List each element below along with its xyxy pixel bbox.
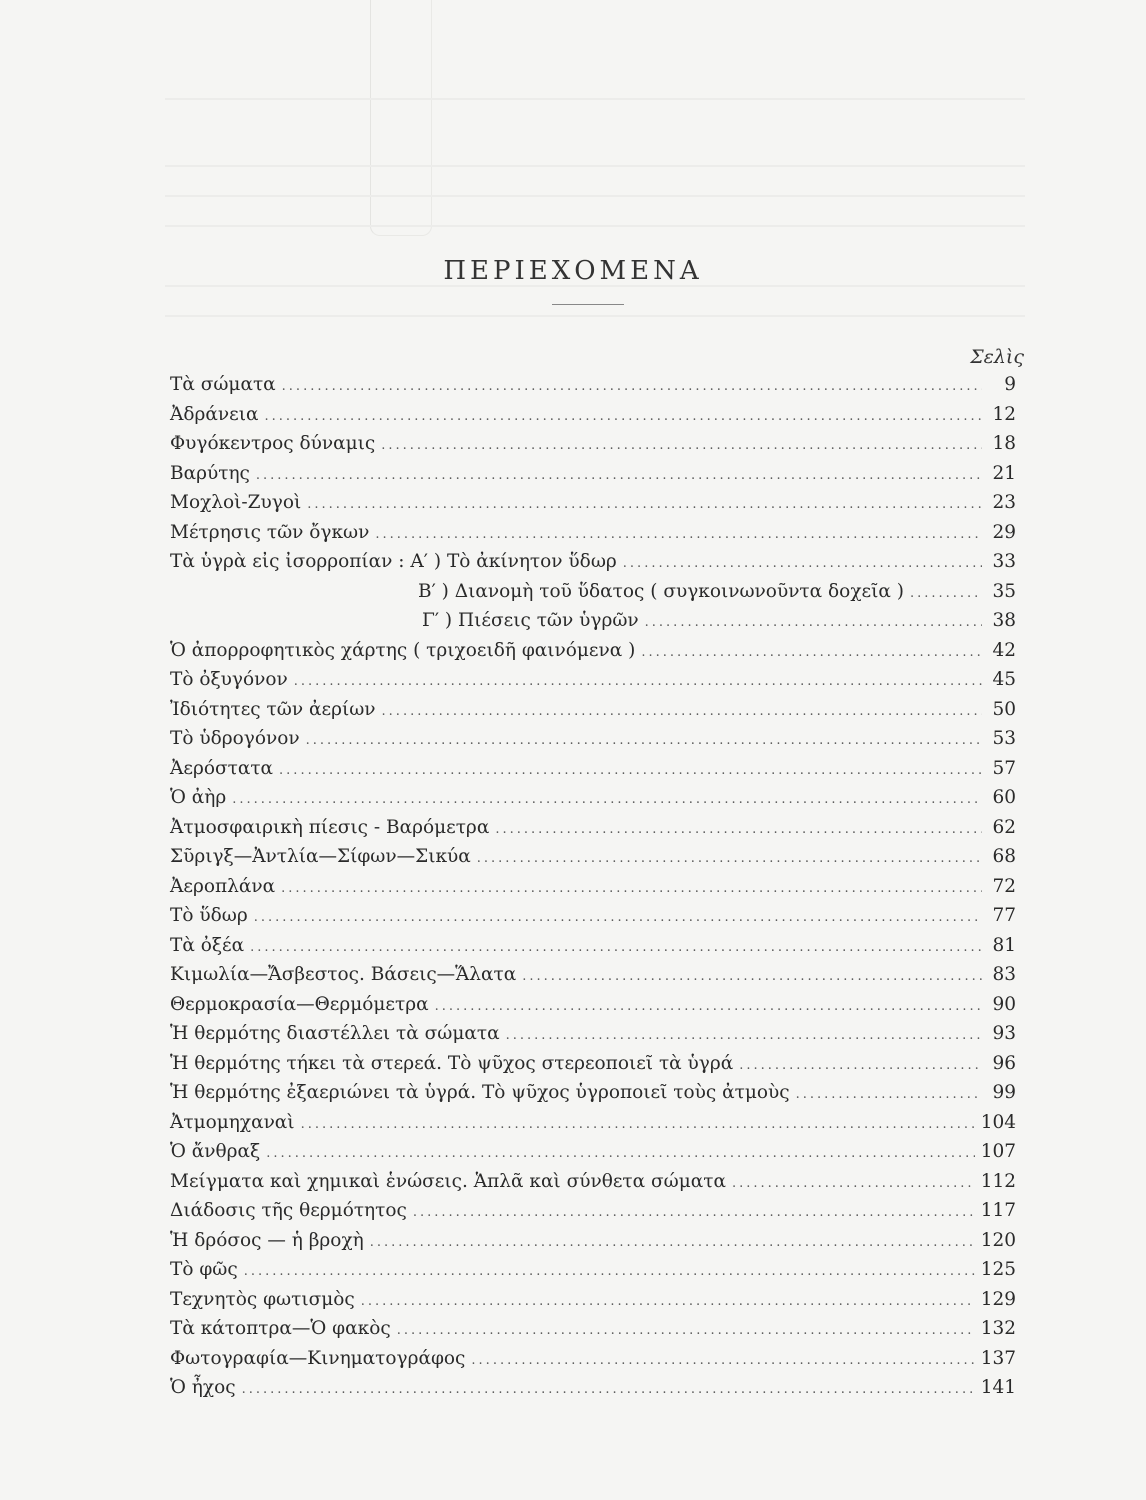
- toc-entry-page: 137: [980, 1347, 1016, 1369]
- toc-entry: [170, 1053, 1016, 1083]
- toc-entry-label: Ἡ δρόσος — ἡ βροχὴ: [170, 1229, 364, 1251]
- table-of-contents: [170, 374, 1016, 1407]
- toc-entry: [170, 1141, 1016, 1171]
- toc-entry: [170, 1023, 1016, 1053]
- leader-dots: [471, 1353, 974, 1368]
- toc-entry-page: 38: [992, 610, 1016, 631]
- toc-entry: [170, 1171, 1016, 1201]
- leader-dots: [264, 409, 982, 424]
- toc-entry-page: 29: [992, 521, 1016, 543]
- toc-entry-page: 83: [992, 964, 1016, 985]
- toc-entry-label: Ἀτμοσφαιρικὴ πίεσις - Βαρόμετρα: [170, 816, 490, 838]
- toc-entry: [170, 492, 1016, 522]
- leader-dots: [301, 1117, 975, 1132]
- toc-entry-label: Ὁ ἄνθραξ: [170, 1141, 261, 1162]
- toc-entry-label: Τὸ φῶς: [170, 1259, 238, 1280]
- leader-dots: [307, 497, 982, 512]
- leader-dots: [522, 969, 982, 984]
- toc-subentry: [170, 610, 1016, 640]
- toc-entry-label: Κιμωλία—Ἄσβεστος. Βάσεις—Ἅλατα: [170, 964, 517, 985]
- toc-entry-label: Ἡ θερμότης τήκει τὰ στερεά. Τὸ ψῦχος στερεοποιεῖ τὰ ὑγρά: [170, 1052, 734, 1074]
- toc-entry-page: 81: [992, 934, 1016, 956]
- toc-entry: [170, 935, 1016, 965]
- toc-entry: [170, 787, 1016, 817]
- toc-entry-label: Ἡ θερμότης διαστέλλει τὰ σώματα: [170, 1023, 500, 1044]
- toc-entry-label: Γ′ ) Πιέσεις τῶν ὑγρῶν: [422, 610, 639, 631]
- toc-entry-label: Β′ ) Διανομὴ τοῦ ὕδατος ( συγκοινωνοῦντα δοχεῖα ): [418, 580, 904, 602]
- toc-entry-label: Φωτογραφία—Κινηματογράφος: [170, 1347, 466, 1369]
- leader-dots: [375, 527, 982, 542]
- toc-entry: [170, 522, 1016, 552]
- toc-entry-label: Ἀερόστατα: [170, 757, 274, 779]
- toc-entry-page: 107: [980, 1141, 1016, 1162]
- leader-dots: [641, 645, 982, 660]
- toc-entry-page: 60: [992, 787, 1016, 808]
- toc-entry-page: 96: [992, 1052, 1016, 1074]
- toc-entry-label: Τὰ κάτοπτρα—Ὁ φακὸς: [170, 1318, 391, 1339]
- toc-entry: [170, 817, 1016, 847]
- leader-dots: [645, 615, 982, 630]
- toc-entry: [170, 1377, 1016, 1407]
- toc-entry-page: 117: [980, 1200, 1016, 1221]
- toc-entry: [170, 876, 1016, 906]
- page-title: ΠΕΡΙΕΧΟΜΕΝΑ: [443, 256, 703, 286]
- leader-dots: [796, 1087, 982, 1102]
- leader-dots: [250, 940, 982, 955]
- show-through-line: [165, 315, 1025, 317]
- show-through-line: [165, 225, 1025, 227]
- leader-dots: [370, 1235, 975, 1250]
- toc-entry-label: Ἀεροπλάνα: [170, 875, 276, 897]
- leader-dots: [254, 910, 982, 925]
- leader-dots: [381, 438, 982, 453]
- leader-dots: [413, 1205, 975, 1220]
- toc-entry: [170, 1112, 1016, 1142]
- toc-entry-page: 129: [980, 1288, 1016, 1310]
- toc-entry-page: 12: [992, 403, 1016, 425]
- toc-entry-page: 93: [992, 1023, 1016, 1044]
- toc-entry: [170, 1289, 1016, 1319]
- toc-entry: [170, 994, 1016, 1024]
- leader-dots: [266, 1146, 974, 1161]
- leader-dots: [244, 1264, 975, 1279]
- toc-entry-page: 68: [992, 846, 1016, 867]
- leader-dots: [281, 881, 982, 896]
- toc-entry: [170, 551, 1016, 581]
- toc-entry: [170, 1082, 1016, 1112]
- toc-entry: [170, 905, 1016, 935]
- toc-subentry: [170, 581, 1016, 611]
- toc-entry: [170, 463, 1016, 493]
- toc-entry-page: 120: [980, 1229, 1016, 1251]
- toc-entry-page: 33: [992, 551, 1016, 572]
- toc-entry-page: 50: [992, 698, 1016, 720]
- toc-entry-label: Ὁ ἦχος: [170, 1377, 236, 1398]
- toc-entry-label: Μείγματα καὶ χημικαὶ ἑνώσεις. Ἁπλᾶ καὶ σύνθετα σώματα: [170, 1170, 726, 1192]
- toc-entry: [170, 1230, 1016, 1260]
- toc-entry: [170, 1259, 1016, 1289]
- toc-entry-page: 9: [1004, 374, 1016, 395]
- toc-entry-label: Ὁ ἀπορροφητικὸς χάρτης ( τριχοειδῆ φαινόμενα ): [170, 639, 636, 661]
- show-through-line: [165, 98, 1025, 100]
- leader-dots: [232, 792, 982, 807]
- toc-entry-page: 132: [980, 1318, 1016, 1339]
- toc-entry: [170, 640, 1016, 670]
- toc-entry-label: Ἡ θερμότης ἐξαεριώνει τὰ ὑγρά. Τὸ ψῦχος ὑγροποιεῖ τοὺς ἀτμοὺς: [170, 1082, 790, 1103]
- title-rule: [552, 304, 624, 305]
- toc-entry-label: Φυγόκεντρος δύναμις: [170, 433, 376, 454]
- toc-entry-label: Θερμοκρασία—Θερμόμετρα: [170, 993, 429, 1015]
- leader-dots: [732, 1176, 975, 1191]
- toc-entry-label: Βαρύτης: [170, 462, 250, 484]
- toc-entry-label: Τὰ ὑγρὰ εἰς ἰσορροπίαν : Α′ ) Τὸ ἀκίνητον ὕδωρ: [170, 551, 617, 572]
- leader-dots: [435, 999, 982, 1014]
- toc-entry-label: Τὸ ὑδρογόνον: [170, 728, 300, 749]
- leader-dots: [739, 1058, 982, 1073]
- toc-entry: [170, 1318, 1016, 1348]
- toc-entry-page: 62: [992, 816, 1016, 838]
- toc-entry-page: 99: [992, 1082, 1016, 1103]
- leader-dots: [361, 1294, 975, 1309]
- leader-dots: [279, 763, 982, 778]
- toc-entry-label: Τὸ ὕδωρ: [170, 905, 248, 926]
- toc-entry: [170, 404, 1016, 434]
- show-through-line: [165, 165, 1025, 167]
- toc-entry-page: 42: [992, 639, 1016, 661]
- leader-dots: [382, 704, 982, 719]
- toc-entry-label: Τὸ ὀξυγόνον: [170, 669, 288, 690]
- toc-entry-page: 23: [992, 492, 1016, 513]
- leader-dots: [477, 851, 982, 866]
- leader-dots: [397, 1323, 975, 1338]
- leader-dots: [306, 733, 982, 748]
- leader-dots: [506, 1028, 982, 1043]
- toc-entry-label: Τεχνητὸς φωτισμὸς: [170, 1288, 355, 1310]
- toc-entry-page: 21: [992, 462, 1016, 484]
- toc-entry: [170, 1200, 1016, 1230]
- show-through-line: [165, 195, 1025, 197]
- toc-entry-page: 90: [992, 993, 1016, 1015]
- toc-entry: [170, 433, 1016, 463]
- toc-entry-label: Τὰ σώματα: [170, 374, 276, 395]
- toc-entry-page: 72: [992, 875, 1016, 897]
- paper-fold-mark: [370, 0, 432, 236]
- leader-dots: [256, 468, 982, 483]
- toc-entry-page: 141: [980, 1377, 1016, 1398]
- toc-entry-label: Σῦριγξ—Ἀντλία—Σίφων—Σικύα: [170, 846, 471, 867]
- toc-entry: [170, 699, 1016, 729]
- toc-entry: [170, 1348, 1016, 1378]
- toc-entry-page: 18: [992, 433, 1016, 454]
- leader-dots: [282, 379, 982, 394]
- toc-entry: [170, 964, 1016, 994]
- toc-entry-page: 35: [992, 580, 1016, 602]
- toc-entry: [170, 728, 1016, 758]
- page-column-header: Σελὶς: [970, 346, 1024, 368]
- leader-dots: [242, 1382, 975, 1397]
- toc-entry-page: 104: [980, 1111, 1016, 1133]
- toc-entry: [170, 669, 1016, 699]
- toc-entry: [170, 758, 1016, 788]
- toc-entry-label: Ἰδιότητες τῶν ἀερίων: [170, 698, 376, 720]
- toc-entry-page: 125: [980, 1259, 1016, 1280]
- toc-entry: [170, 846, 1016, 876]
- toc-entry-page: 77: [992, 905, 1016, 926]
- toc-entry-page: 53: [992, 728, 1016, 749]
- toc-entry-label: Ἀδράνεια: [170, 403, 259, 425]
- leader-dots: [495, 822, 982, 837]
- leader-dots: [623, 556, 982, 571]
- toc-entry-label: Ὁ ἀὴρ: [170, 787, 227, 808]
- toc-entry-page: 57: [992, 757, 1016, 779]
- toc-entry: [170, 374, 1016, 404]
- toc-entry-label: Μοχλοὶ-Ζυγοὶ: [170, 492, 302, 513]
- toc-entry-label: Ἀτμομηχαναὶ: [170, 1111, 295, 1133]
- toc-entry-page: 45: [992, 669, 1016, 690]
- leader-dots: [294, 674, 982, 689]
- toc-entry-label: Τὰ ὀξέα: [170, 934, 245, 956]
- leader-dots: [910, 586, 982, 601]
- toc-entry-label: Μέτρησις τῶν ὄγκων: [170, 521, 370, 543]
- toc-entry-label: Διάδοσις τῆς θερμότητος: [170, 1200, 407, 1221]
- toc-entry-page: 112: [980, 1170, 1016, 1192]
